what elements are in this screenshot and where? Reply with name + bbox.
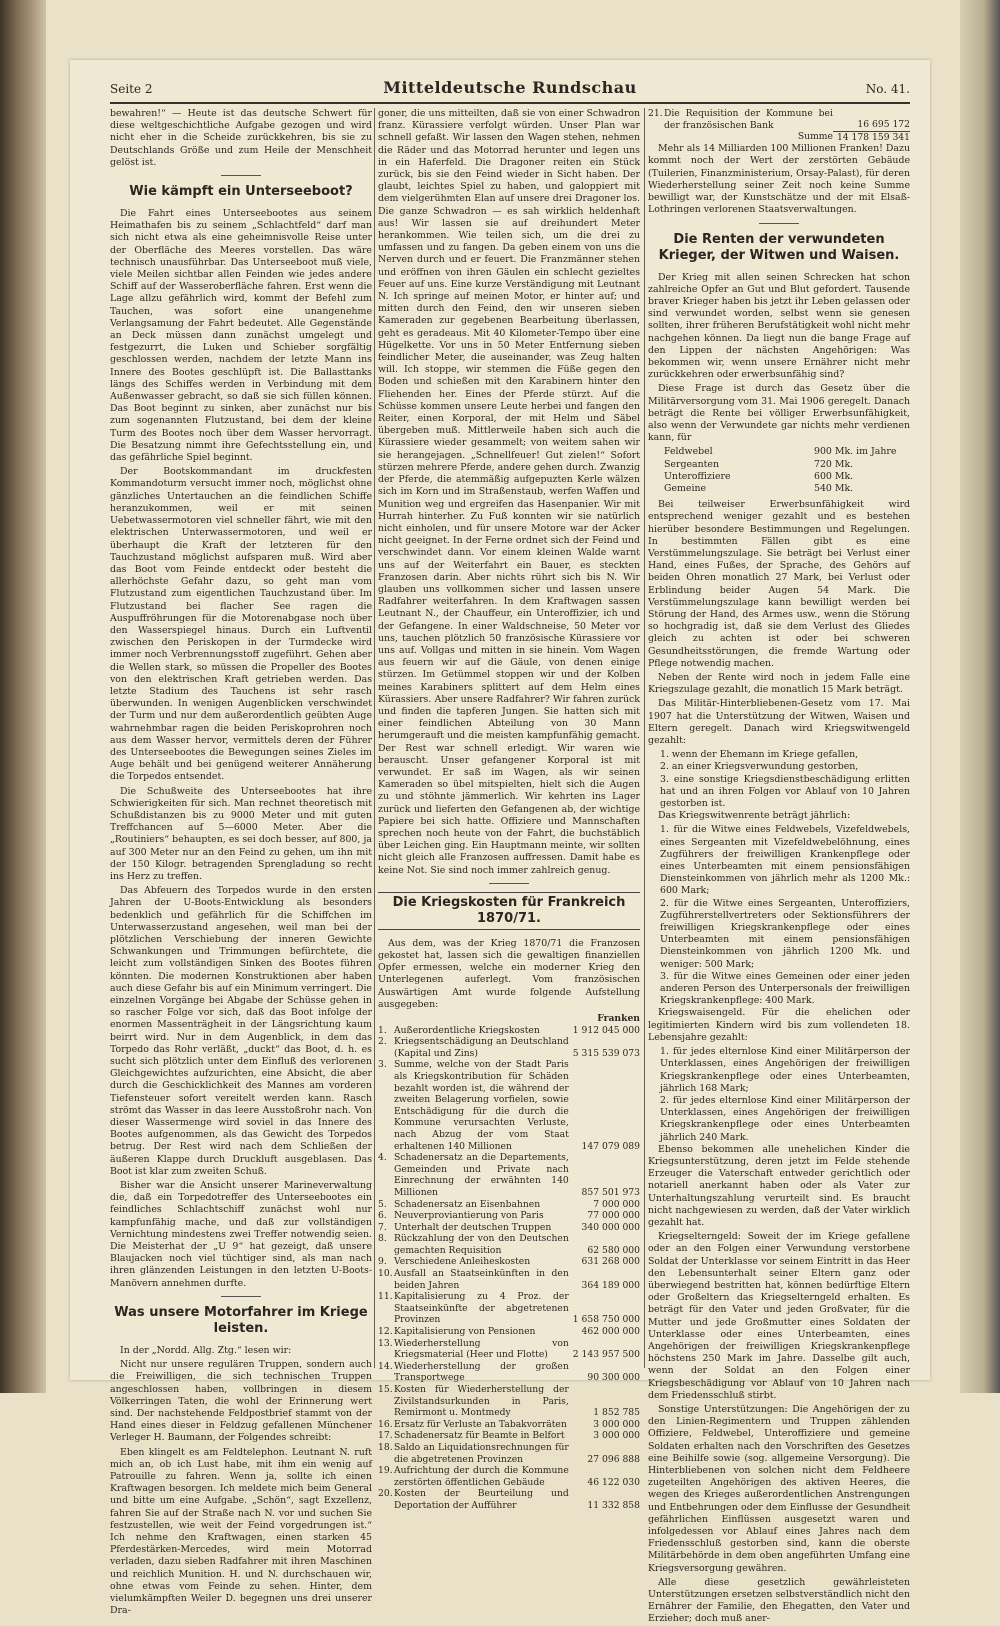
rate-rank: Gemeine [664, 482, 707, 494]
row-number: 15. [378, 1384, 393, 1396]
masthead-title: Mitteldeutsche Rundschau [383, 78, 637, 97]
sum-label: Summe [797, 131, 833, 143]
rate-rank: Sergeanten [664, 458, 719, 470]
rate-rank: Feldwebel [664, 446, 713, 458]
row-number: 10. [378, 1268, 393, 1280]
row-value: 340 000 000 [581, 1221, 640, 1233]
row-number: 8. [378, 1233, 387, 1245]
table-row [378, 1210, 640, 1222]
paragraph: Das Militär-Hinterbliebenen-Gesetz vom 17. Mai 1907 hat die Unterstützung der Witwen, Waisen und Eltern geregelt. Danach wird Kriegswitwengeld gezahlt: [648, 698, 910, 747]
paragraph: bewahren!“ — Heute ist das deutsche Schwert für diese weltgeschichtliche Aufgabe gezogen und wird nicht eher in die Scheide zurückkehren, bis sie zu Deutschlands Größe und zum Heile der Menschheit gelöst ist. [110, 108, 372, 168]
sum-row [648, 131, 910, 143]
table-row [378, 1256, 640, 1268]
list [648, 749, 910, 810]
divider [489, 883, 529, 884]
table-row [378, 1361, 640, 1384]
row-label: Wiederherstellung der großen Transportwege [394, 1360, 569, 1384]
row-number: 12. [378, 1326, 393, 1338]
unit-label: Franken [597, 1013, 640, 1025]
sum-value: 14 178 159 341 [833, 131, 910, 143]
paragraph: Neben der Rente wird noch in jedem Falle eine Kriegszulage gezahlt, die monatlich 15 Mark beträgt. [648, 672, 910, 696]
row-number: 3. [378, 1059, 387, 1071]
list-item: 1. wenn der Ehemann im Kriege gefallen, [660, 749, 859, 761]
row-label: Die Requisition der Kommune bei der französischen Bank [664, 108, 833, 131]
row-label: Schadenersatz für Beamte in Belfort [394, 1430, 565, 1442]
rate-row [664, 446, 910, 458]
row-value: 5 315 539 073 [572, 1047, 640, 1059]
paragraph: Kriegselterngeld: Soweit der im Kriege gefallene oder an den Folgen einer Verwundung verstorbene Soldat der Unterklasse vor seinem Eintritt in das Heer den Lebensunterhalt seiner Eltern ganz oder überwiegend bestritten hat, können bedürftige Eltern oder Großeltern das Kriegselterngeld erhalten. Es beträgt für den Vater und jeden Großvater, für die Mutter und jede Großmutter eines Soldaten der Unterklasse oder eines Unterbeamten, eines Angehörigen der freiwilligen Kriegskrankenpflege höchstens 250 Mark im Jahre. Dasselbe gilt auch, wenn der Soldat an den Folgen einer Kriegsbeschädigung vor Ablauf von 10 Jahren nach dem Friedensschluß stirbt. [648, 1231, 910, 1401]
row-label: Wiederherstellung von Kriegsmaterial (Heer und Flotte) [394, 1337, 569, 1361]
article-headline: Was unsere Motorfahrer im Kriege leisten. [114, 1304, 368, 1336]
table-row [378, 1338, 640, 1361]
row-number: 14. [378, 1360, 393, 1372]
list [648, 1046, 910, 1144]
table-row [378, 1233, 640, 1256]
list [648, 824, 910, 1007]
table-row [378, 1430, 640, 1442]
paragraph: Die Fahrt eines Unterseebootes aus seinem Heimathafen bis zu seinem „Schlachtfeld“ darf man sich nicht etwa als eine geheimnisvolle Reise unter der Oberfläche des Meeres vorstellen. Das wäre technisch unausführbar. Das Unterseeboot muß viele, viele Meilen sichtbar allen Feinden wie jedes andere Schiff auf der Wasseroberfläche fahren. Erst wenn die Lage allzu gefährlich wird, kommt der Befehl zum Tauchen, was sofort eine unangenehme Verlangsamung der Fahrt bedeutet. Alle Gegenstände an Deck müssen dann zunächst umgelegt und festgezurrt, die Luken und Schieber sorgfältig geschlossen werden, nachdem der letzte Mann ins Innere des Bootes geschlüpft ist. Die Ballasttanks längs des Schiffes werden in Verbindung mit dem Außenwasser gebracht, so daß sie sich füllen können. Das Boot beginnt zu sinken, aber zunächst nur bis zum sogenannten Flutzustand, bei dem der kleine Turm des Bootes noch über dem Wasser hervorragt. Die Besatzung nimmt ihre Gefechtsstellung ein, und das gefährliche Spiel beginnt. [110, 208, 372, 464]
row-value: 11 332 858 [587, 1499, 640, 1511]
row-value: 1 852 785 [593, 1407, 640, 1419]
paragraph: Der Krieg mit allen seinen Schrecken hat schon zahlreiche Opfer an Gut und Blut gefordert. Tausende braver Krieger haben bis jetzt ihr Leben gelassen oder sind verwundet worden, selbst wenn sie genesen sollten, ihrer früheren Berufstätigkeit wohl nicht mehr nachgehen können. Da liegt nun die bange Frage auf den Lippen der nächsten Angehörigen: Was bekommen wir, wenn unsere Ernährer nicht mehr zurückkehren oder erwerbsunfähig sind? [648, 271, 910, 381]
table-row [378, 1465, 640, 1488]
page-edge [960, 0, 1000, 1393]
table-row [378, 1442, 640, 1465]
header-rule [110, 102, 910, 104]
row-label: Schadenersatz an Eisenbahnen [394, 1198, 541, 1210]
rate-row [664, 459, 910, 471]
rate-row [664, 483, 910, 495]
row-value: 90 300 000 [587, 1372, 640, 1384]
row-number: 16. [378, 1418, 393, 1430]
row-value: 147 079 089 [581, 1140, 640, 1152]
row-number: 9. [378, 1256, 387, 1268]
paragraph: goner, die uns mitteilten, daß sie von einer Schwadron franz. Kürassiere verfolgt würden. Unser Plan war schnell gefaßt. Wir lassen den Wagen stehen, nehmen die Räder und das Motorrad herunter und legen uns in ein Haferfeld. Die Dragoner reiten ein Stück zurück, bis sie den Feind wieder in Sicht haben. Der glaubt, leichtes Spiel zu haben, und galoppiert mit dem vielgerühmten Elan auf unsere drei Dragoner los. Die ganze Schwadron — es sah wirklich heldenhaft aus! Wir lassen sie auf dreihundert Meter herankommen. Wie teilen sich, um die drei zu umfassen und zu fangen. Da geben einem von uns die Nerven durch und er feuert. Die Franzmänner stehen und eröffnen von ihren Gäulen ein schlecht gezieltes Feuer auf uns. Eine kurze Verständigung mit Leutnant N. Ich springe auf meinen Motor, er hinter auf; und mitten durch den Feind, den wir unseren sieben Kameraden zur gegebenen Bearbeitung überlassen, geht es geradeaus. Mit 40 Kilometer-Tempo über eine Hügelkette. Vor uns in 50 Meter Entfernung sieben feindlicher Meter, die auseinander, was Zeug halten will. Ich stoppe, wir stemmen die Füße gegen den Boden und schießen mit den Karabinern hinter den Fliehenden her. Eines der Pferde stürzt. Auf die Schüsse kommen unsere Leute herbei und fangen den Reiter, einen Korporal, der mit Helm und Säbel übergeben muß. Mittlerweile haben sich auch die Kürassiere wieder gesammelt; von weitem sahen wir sie herangejagen. „Schnellfeuer! Gut zielen!“ Sofort stürzen mehrere Pferde, andere gehen durch. Zwanzig der Pferde, die atemmäßig aufgepuzten Kerle wälzen sich im Korn und im Straßenstaub, werfen Waffen und Munition weg und ergreifen das Hasenpanier. Wir mit Hurrah hinterher. Zu Fuß konnten wir sie natürlich nicht einholen, und für unsere Motore war der Acker nicht geeignet. In der Ferne ordnet sich der Feind und verschwindet dann. Vor einem kleinen Walde warnt uns auf der Weiterfahrt ein Bauer, es steckten Franzosen darin. Aber nichts rührt sich bis N. Wir glauben uns vollkommen sicher und lassen unsere Radfahrer weiterfahren. In dem Kraftwagen sassen Leutnant N., der Chauffeur, ein Unteroffizier, ich und der Gefangene. In einer Waldschneise, 50 Meter vor uns, tauchen plötzlich 50 französische Kürassiere vor uns auf. Vollgas und mitten in sie hinein. Vom Wagen aus feuern wir auf die Gäule, von denen einige stürzen. Im Getümmel stoppen wir und der Kolben meines Karabiners splittert auf dem Helm eines Kürassiers. Aber unsere Radfahrer? Wir fahren zurück und finden die tapferen Jungen. Sie hatten sich mit einer feindlichen Abteilung von 30 Mann herumgerauft und die meisten kampfunfähig gemacht. Der Rest war schnell erledigt. Wir waren wie berauscht. Unser gefangener Korporal ist mit verwundet. Er saß im Wagen, als wir seinen Kameraden so übel mitspielten, hielt sich die Augen zu und stöhnte jämmerlich. Wir kehrten ins Lager zurück und lieferten den Gefangenen ab, der wichtige Papiere bei sich hatte. Offiziere und Mannschaften sprechen noch heute von der Fahrt, die buchstäblich über Leichen ging. Ein Hauptmann meinte, wir sollten nicht gleich alle Franzosen auffressen. Damit habe es keine Not. Sie sind noch immer zahlreich genug. [378, 108, 640, 876]
row-number: 19. [378, 1465, 393, 1477]
row-label: Verschiedene Anleiheskosten [394, 1256, 531, 1268]
paragraph: Der Bootskommandant im druckfesten Kommandoturm versucht immer noch, möglichst ohne gänzliches Untertauchen an die feindlichen Schiffe heranzukommen, weil er mit seinen Uebetwassermotoren viel schneller fährt, wie mit den elektrischen Unterwassermotoren, und weil er überhaupt die Kraft der letzteren für den Tauchzustand möglichst aufsparen muß. Wird aber das Boot vom Feinde entdeckt oder besteht die allerhöchste Gefahr dazu, so geht man vom Flutzustand zum eigentlichen Tauchzustand über. Im Flutzustand bei flacher See ragen die Auspuffröhrungen für die Motorenabgase noch über den Wasserspiegel hinaus. Durch ein Luftventil zwischen den Periskopen in der Turmdecke wird immer noch Verbrennungsstoff zugeführt. Gehen aber die Wellen stark, so müssen die Propeller des Bootes von den elektrischen Kraft getrieben werden. Das letzte Stadium des Tauchens ist sehr rasch überwunden. In wenigen Augenblicken verschwindet der Turm und nur dem außerordentlich geübten Auge wahrnehmbar ragen die beiden Periskoprohren noch aus dem Wasser hervor, vermittels deren der Führer des Unterseebootes die Bewegungen seines Zieles im Auge behält und bei genügend weiterer Annäherung die Torpedos entsendet. [110, 466, 372, 783]
row-number: 17. [378, 1430, 393, 1442]
row-value: 3 000 000 [593, 1418, 640, 1430]
paragraph: Bisher war die Ansicht unserer Marineverwaltung die, daß ein Torpedotreffer des Unterseebootes ein feindliches Schlachtschiff zunächst wohl nur kampfunfähig mache, und daß zur vollständigen Vernichtung mindestens zwei Treffer notwendig seien. Die Meisterhat der „U 9“ hat gezeigt, daß unsere Blaujacken noch viel tüchtiger sind, als man nach ihren glänzenden Leistungen in den letzten U-Boots-Manövern annehmen durfte. [110, 1180, 372, 1289]
table-row [378, 1025, 640, 1037]
row-number: 21. [648, 108, 663, 119]
row-number: 2. [378, 1036, 387, 1048]
row-label: Summe, welche von der Stadt Paris als Kriegskontribution für Schäden bezahlt worden ist, die während der zweiten Belagerung vorfielen, sowie Entschädigung für die durch die Kommune verursachten Verluste, nach Abzug der vom Staat erhaltenen 140 Millionen [394, 1059, 569, 1152]
list-item: 3. eine sonstige Kriegsdienstbeschädigung erlitten hat und an ihren Folgen vor Ablauf von 10 Jahren gestorben ist. [660, 773, 910, 810]
cost-table [378, 1013, 640, 1512]
row-label: Aufrichtung der durch die Kommune zerstörten öffentlichen Gebäude [394, 1465, 569, 1488]
column-rule [374, 108, 375, 1368]
book-binding [0, 0, 46, 1393]
table-row [378, 1488, 640, 1511]
row-number: 18. [378, 1441, 393, 1453]
row-value: 631 268 000 [581, 1256, 640, 1268]
paragraph: Nicht nur unsere regulären Truppen, sondern auch die Freiwilligen, die sich technischen Truppen angeschlossen haben, vollbringen in diesem Völkerringen Taten, die wohl der Erinnerung wert sind. Der nachstehende Feldpostbrief stammt von der Hand eines dieser in Feldzug gefallenen Münchener Verleger H. Baumann, der Folgendes schreibt: [110, 1359, 372, 1444]
column-2 [378, 108, 640, 1511]
table-row [378, 1059, 640, 1152]
column-rule [644, 108, 645, 1368]
row-value: 2 143 957 500 [572, 1349, 640, 1361]
rate-value: 720 Mk. [814, 458, 854, 470]
divider [759, 223, 799, 224]
cost-table-continued [648, 108, 910, 143]
page-number: Seite 2 [110, 82, 153, 96]
row-label: Ausfall an Staatseinkünften in den beiden Jahren [394, 1268, 569, 1291]
paragraph: In der „Nordd. Allg. Ztg.“ lesen wir: [120, 1344, 292, 1356]
table-row [378, 1291, 640, 1326]
paragraph: Sonstige Unterstützungen: Die Angehörigen der zu den Linien-Regimentern und Truppen zählenden Offiziere, Feldwebel, Unteroffiziere und gemeine Soldaten erhalten nach den Vorschriften des Gesetzes eine Beihilfe sowie (sog. allgemeine Versorgung). Die Hinterbliebenen von solchen nicht dem Feldheere zugeteilten Angehörigen des aktiven Heeres, die wegen des Krieges außerordentlichen Anstrengungen und Entbehrungen oder dem Einflusse der Gesundheit gefährlichen Einflüssen ausgesetzt waren und infolgedessen vor Ablauf eines Jahres nach dem Friedensschluß gestorben sind, kann die oberste Militärbehörde in dem oben angeführten Umfang eine Kriegsversorgung gewähren. [648, 1403, 910, 1574]
newspaper-page [70, 60, 930, 1625]
row-label: Ersatz für Verluste an Tabakvorräten [394, 1418, 567, 1430]
row-value: 1 658 750 000 [572, 1314, 640, 1326]
list-item: 1. für jedes elternlose Kind einer Militärperson der Unterklassen, eines Angehörigen der freiwilligen Kriegskrankenpflege oder eines Unterbeamten, jährlich 168 Mark; [660, 1046, 910, 1094]
table-row [378, 1326, 640, 1338]
row-label: Unterhalt der deutschen Truppen [394, 1221, 552, 1233]
row-number: 5. [378, 1198, 387, 1210]
list-item: 2. an einer Kriegsverwundung gestorben, [660, 761, 859, 773]
row-label: Rückzahlung der von den Deutschen gemachten Requisition [394, 1233, 569, 1256]
table-row [378, 1199, 640, 1211]
paragraph: Kriegswaisengeld. Für die ehelichen oder legitimierten Kindern wird bis zum vollendeten 18. Lebensjahre gezahlt: [648, 1007, 910, 1043]
table-row [378, 1419, 640, 1431]
list-item: 2. für jedes elternlose Kind einer Militärperson der Unterklassen, eines Angehörigen der freiwilligen Kriegskrankenpflege oder eines Unterbeamten jährlich 240 Mark. [660, 1094, 910, 1143]
row-label: Kosten für Wiederherstellung der Zivilstandsurkunden in Paris, Remirmont u. Montmedy [394, 1384, 569, 1419]
rate-value: 540 Mk. [814, 482, 854, 494]
table-row [378, 1222, 640, 1234]
row-label: Kapitalisierung von Pensionen [394, 1326, 536, 1338]
row-label: Kriegsentschädigung an Deutschland (Kapital und Zins) [394, 1036, 569, 1059]
row-value: 7 000 000 [593, 1198, 640, 1210]
table-row [378, 1384, 640, 1419]
article-headline: Die Kriegskosten für Frankreich 1870/71. [378, 892, 640, 930]
row-value: 62 580 000 [587, 1244, 640, 1256]
column-3 [648, 108, 910, 1625]
row-number: 4. [378, 1152, 387, 1164]
row-value: 857 501 973 [581, 1186, 640, 1198]
paragraph: Das Abfeuern des Torpedos wurde in den ersten Jahren der U-Boots-Entwicklung als besonders bedenklich und gefährlich für die Schiffchen im Unterwasserzustand angesehen, weil man bei der plötzlichen Verschiebung der inneren Gewichte Schwankungen und Trimmungen befürchtete, die leicht zum vollständigen Sinken des Bootes führen könnten. Die modernen Konstruktionen aber haben auch diese Gefahr bis auf ein Minimum verringert. Die einzelnen Vorgänge bei Abgabe der Schüsse gehen in so rascher Folge vor sich, daß das Boot infolge der enormen Massenträgheit in der Längsrichtung kaum beirrt wird. Nur in dem Augenblick, in dem das Torpedo das Rohr verläßt, „duckt“ das Boot, d. h. es sucht sich plötzlich unter dem Einfluß des verlorenen Gleichgewichtes aufzurichten, eine Absicht, die aber durch die Geschicklichkeit des Mannes am vorderen Tiefensteuer sofort vereitelt werden kann. Rasch strömt das Wasser in das leere Ausstoßrohr nach. Von dieser Wassermenge wird soviel in das Innere des Bootes aufgenommen, als das Gewicht des Torpedos betrug. Der Rest wird nach dem Schließen der äußeren Klappe durch Druckluft ausgeblasen. Das Boot ist klar zum zweiten Schuß. [110, 885, 372, 1177]
row-value: 1 912 045 000 [572, 1024, 640, 1036]
row-value: 364 189 000 [581, 1279, 640, 1291]
paragraph: Aus dem, was der Krieg 1870/71 die Franzosen gekostet hat, lassen sich die gewaltigen finanziellen Opfer ermessen, welche ein moderner Krieg den Unterlegenen auferlegt. Vom französischen Auswärtigen Amt wurde folgende Aufstellung ausgegeben: [378, 937, 640, 1010]
row-value: 27 096 888 [587, 1453, 640, 1465]
divider [221, 1296, 261, 1297]
row-label: Saldo an Liquidationsrechnungen für die abgetretenen Provinzen [394, 1441, 569, 1465]
rate-row [664, 471, 910, 483]
paragraph: Diese Frage ist durch das Gesetz über die Militärversorgung vom 31. Mai 1906 geregelt. Danach beträgt die Rente bei völliger Erwerbsunfähigkeit, also wenn der Verwundete gar nichts mehr verdienen kann, für [648, 383, 910, 444]
row-number: 13. [378, 1337, 393, 1349]
page-header [110, 78, 910, 100]
row-number: 7. [378, 1221, 387, 1233]
row-number: 6. [378, 1210, 387, 1222]
row-label: Kapitalisierung zu 4 Proz. der Staatseinkünfte der abgetretenen Provinzen [394, 1291, 569, 1326]
list-item: 1. für die Witwe eines Feldwebels, Vizefeldwebels, eines Sergeanten mit Vizefeldwebelöhnung, eines Zugführers der freiwilligen Krankenpflege oder eines Unterbeamten mit einem pensionsfähigen Diensteinkommen von jährlich mehr als 1200 Mk.: 600 Mark; [660, 824, 910, 897]
row-value: 462 000 000 [581, 1326, 640, 1338]
row-number: 20. [378, 1488, 393, 1500]
table-row [378, 1152, 640, 1198]
row-label: Schadenersatz an die Departements, Gemeinden und Private nach Einrechnung der erwähnten 140 Millionen [394, 1152, 569, 1198]
table-row [378, 1268, 640, 1291]
row-value: 16 695 172 [857, 119, 910, 131]
paragraph: Ebenso bekommen alle unehelichen Kinder die Kriegsunterstützung, deren jetzt im Felde stehende Erzeuger die Vaterschaft entweder gerichtlich oder notariell anerkannt haben oder als Vater zur Unterhaltungszahlung verurteilt sind. Es braucht nicht nachgewiesen zu werden, daß der Vater wirklich gezahlt hat. [648, 1143, 910, 1228]
paragraph: Mehr als 14 Milliarden 100 Millionen Franken! Dazu kommt noch der Wert der zerstörten Gebäude (Tuilerien, Finanzministerium, Orsay-Palast), für deren Wiederherstellung seiner Zeit noch keine Summe bewilligt war, der Kunstschätze und der mit Elsaß-Lothringen verlorenen Staatsverwaltungen. [648, 143, 910, 216]
row-number: 1. [378, 1024, 387, 1036]
row-label: Neuverproviantierung von Paris [394, 1210, 544, 1222]
row-label: Kosten der Beurteilung und Deportation der Aufführer [394, 1488, 569, 1511]
issue-number: No. 41. [865, 82, 910, 96]
table-row [378, 1036, 640, 1059]
list-item: 2. für die Witwe eines Sergeanten, Unteroffiziers, Zugführerstellvertreters oder Sektionsführers der freiwilligen Kriegskrankenpflege oder eines Unterbeamten mit einem pensionsfähigen Diensteinkommen von jährlich 1200 Mk. und weniger: 500 Mark; [660, 897, 910, 970]
column-1 [110, 108, 372, 1617]
row-value: 46 122 030 [587, 1476, 640, 1488]
rate-rank: Unteroffiziere [664, 470, 731, 482]
row-value: 3 000 000 [593, 1430, 640, 1442]
rate-list [664, 446, 910, 495]
article-headline: Wie kämpft ein Unterseeboot? [129, 184, 353, 200]
table-row [648, 108, 910, 131]
row-number: 11. [378, 1291, 393, 1303]
paragraph: Eben klingelt es am Feldtelephon. Leutnant N. ruft mich an, ob ich Lust habe, mit ihm ein wenig auf Patrouille zu fahren. Wenn ja, sollte ich einen Kraftwagen besorgen. Ich meldete mich beim General und bitte um eine Aufgabe. „Schön“, sagt Exzellenz, fahren Sie auf der Straße nach N. vor und suchen Sie festzustellen, wie weit der Feind vorgedrungen ist.“ Ich nehme den Kraftwagen, einen starken 45 Pferdestärken-Mercedes, wird mein Motorrad verladen, dazu sieben Radfahrer mit ihren Maschinen und reichlich Munition. H. und N. durchschauen wir, ohne etwas vom Feinde zu sehen. Hinter, dem vielumkämpften Weiler D. begegnen uns drei unserer Dra- [110, 1446, 372, 1617]
paragraph: Bei teilweiser Erwerbsunfähigkeit wird entsprechend weniger gezahlt und es bestehen hierüber besondere Bestimmungen und Regelungen. In bestimmten Fällen gibt es eine Verstümmelungszulage. Sie beträgt bei Verlust einer Hand, eines Fußes, der Sprache, des Gehörs auf beiden Ohren monatlich 27 Mark, bei Verlust oder Erblindung beider Augen 54 Mark. Die Verstümmelungszulage kann bewilligt werden bei Störung der Hand, des Armes usw., wenn die Störung so hochgradig ist, daß sie dem Verlust des Gliedes gleich zu achten ist oder bei schweren Gesundheitsstörungen, die fremde Wartung oder Pflege notwendig machen. [648, 499, 910, 669]
rate-value: 600 Mk. [814, 470, 854, 482]
row-label: Außerordentliche Kriegskosten [394, 1024, 540, 1036]
paragraph: Alle diese gesetzlich gewährleisteten Unterstützungen ersetzen selbstverständlich nicht den Ernährer der Familie, den Ehegatten, den Vater und Erzieher; doch muß aner- [648, 1576, 910, 1625]
list-item: 3. für die Witwe eines Gemeinen oder einer jeden anderen Person des Unterpersonals der freiwilligen Kriegskrankenpflege: 400 Mark. [660, 970, 910, 1007]
rate-value: 900 Mk. im Jahre [814, 446, 897, 458]
divider [221, 175, 261, 176]
article-headline: Die Renten der verwundeten Krieger, der Witwen und Waisen. [658, 231, 900, 263]
row-value: 77 000 000 [587, 1210, 640, 1222]
paragraph: Die Schußweite des Unterseebootes hat ihre Schwierigkeiten für sich. Man rechnet theoretisch mit Schußdistanzen bis zu 9000 Meter und mit guten Treffchancen auf 5—6000 Meter. Aber die „Routiniers“ behaupten, es sei doch besser, auf 800, ja auf 300 Meter nur an den Feind zu gehen, um ihn mit der 150 Kilogr. betragenden Sprengladung so recht ins Herz zu treffen. [110, 785, 372, 882]
paragraph: Das Kriegswitwenrente beträgt jährlich: [658, 810, 851, 822]
